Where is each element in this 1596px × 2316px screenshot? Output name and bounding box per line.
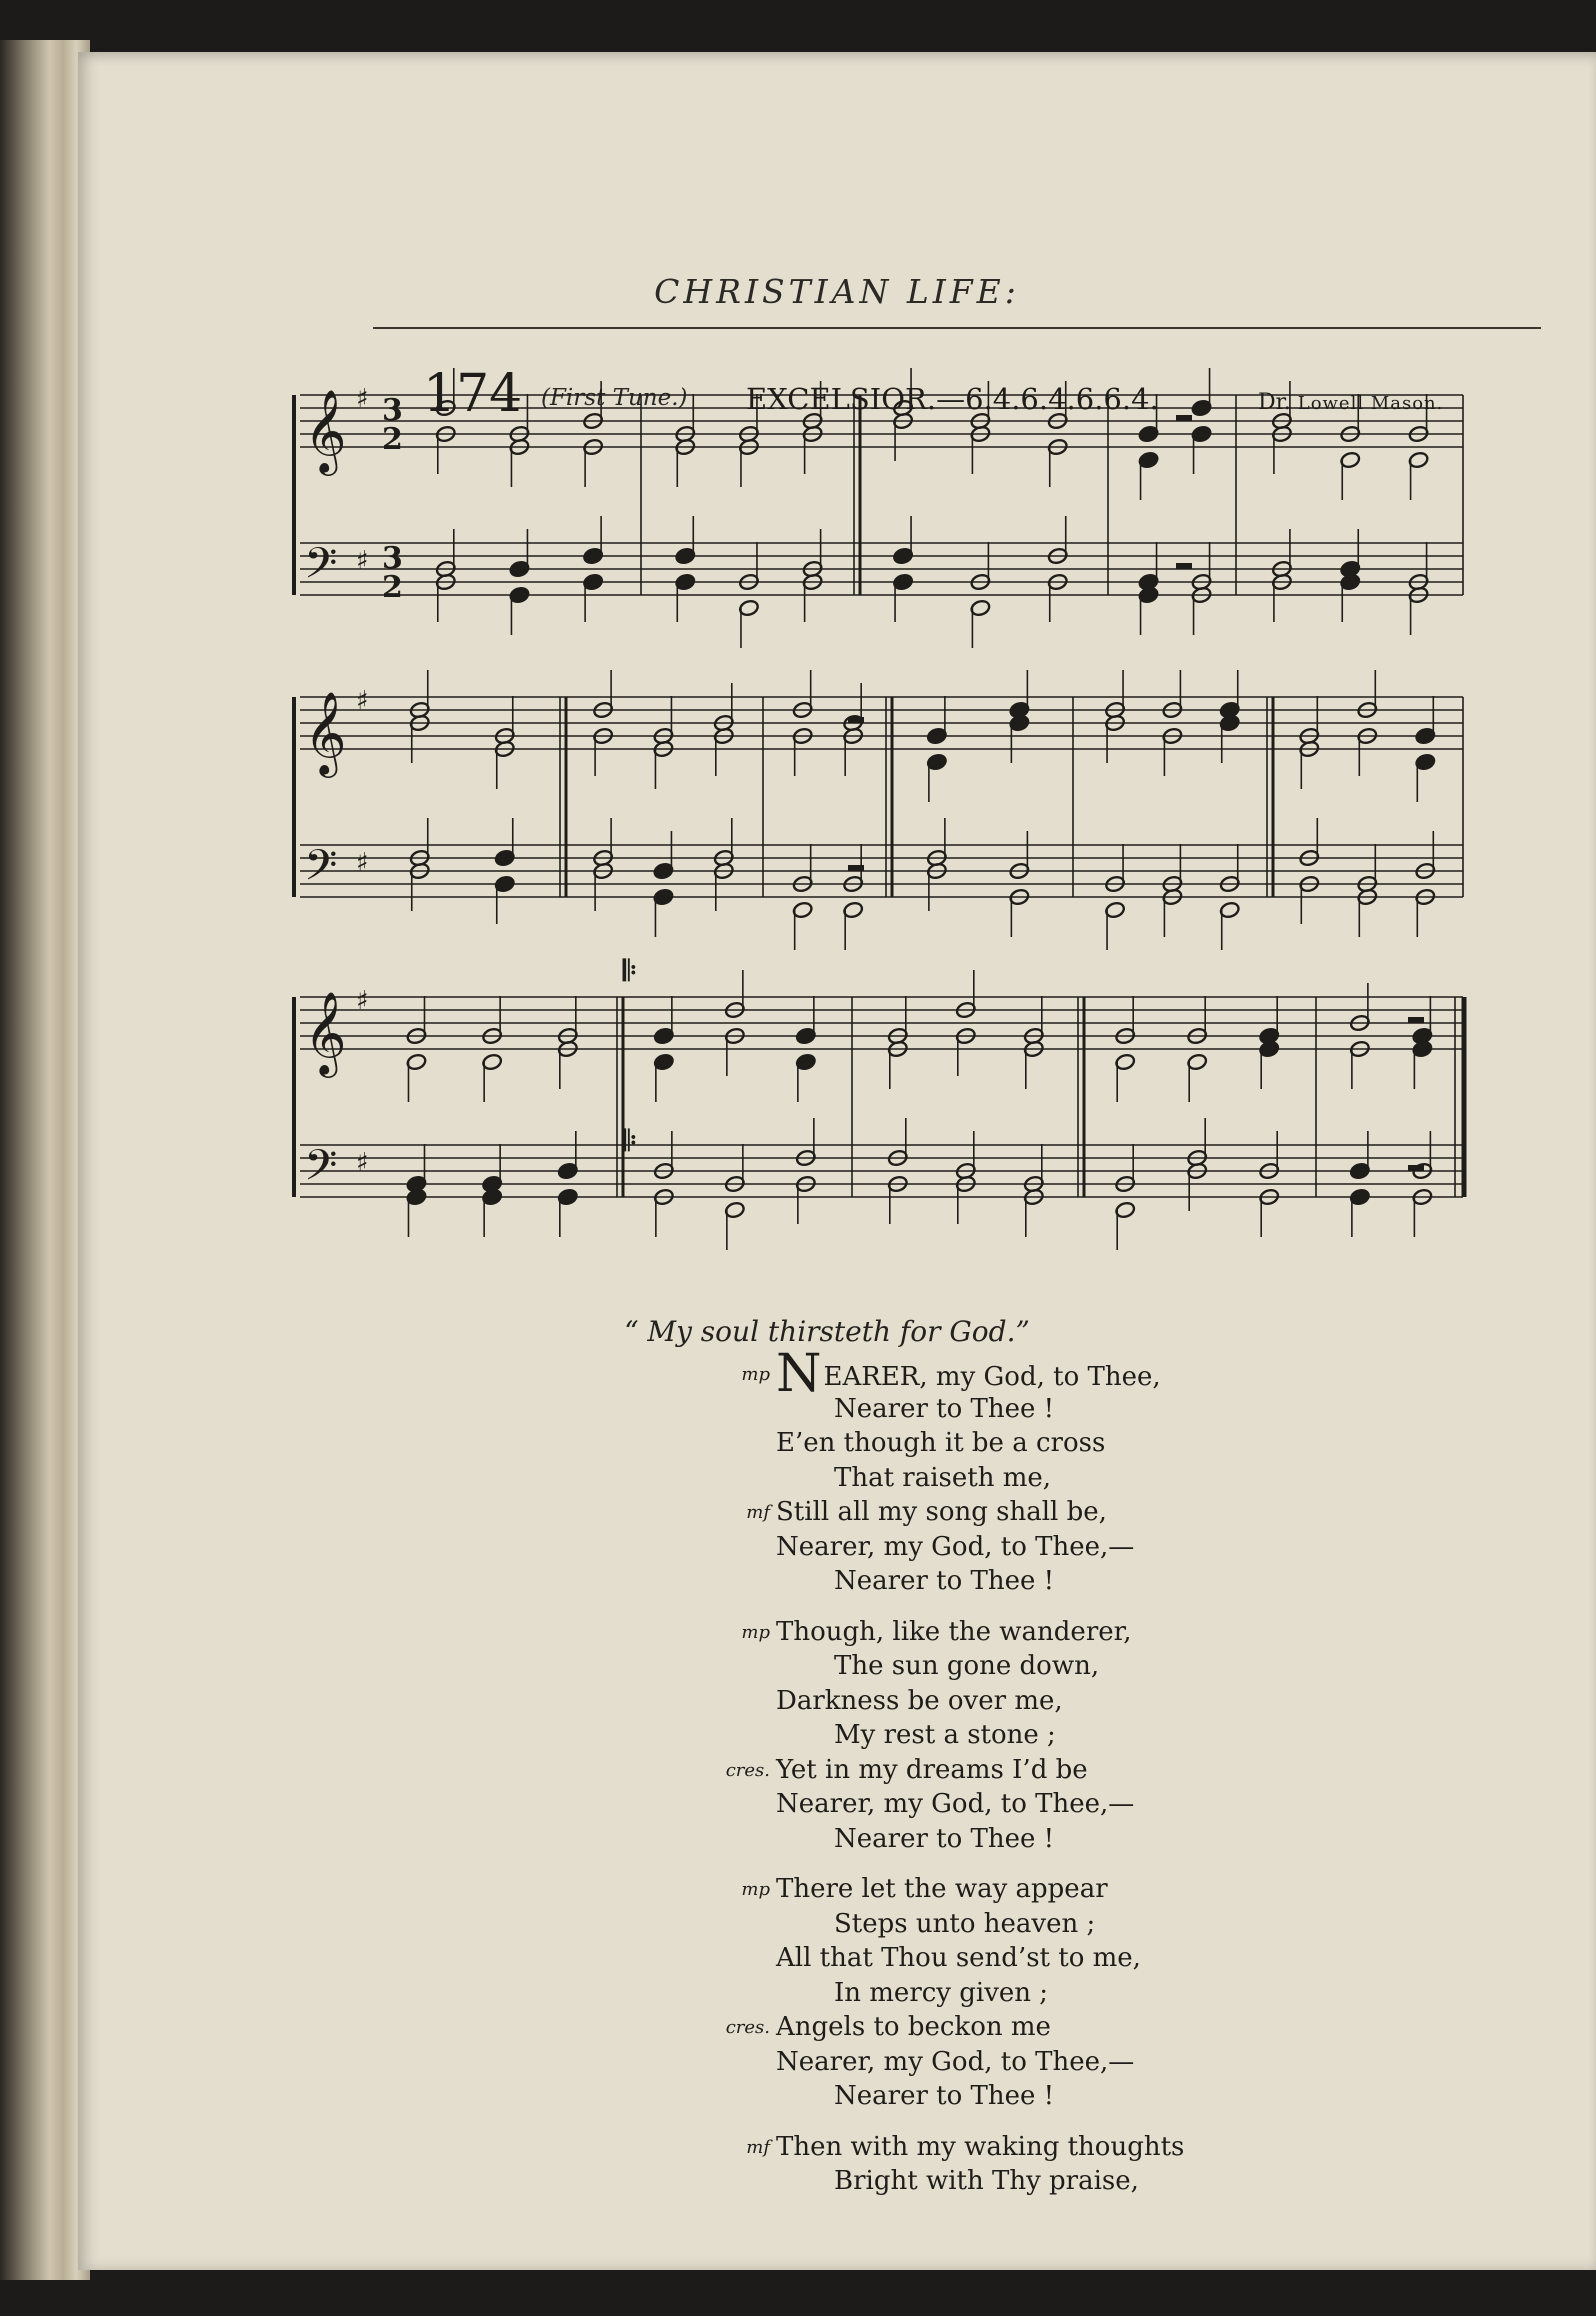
lyric-text-wrap <box>834 2079 1054 2114</box>
key-sharp: ♯ <box>356 1148 369 1178</box>
lyric-text: Angels to beckon me <box>776 2012 1051 2042</box>
half-rest <box>1408 1017 1424 1023</box>
repeat-sign: 𝄆 <box>623 954 637 987</box>
lyric-text: The sun gone down, <box>834 1651 1100 1681</box>
key-sharp: ♯ <box>356 986 369 1016</box>
bass-clef: 𝄢 <box>304 1141 338 1201</box>
lyric-text: Nearer to Thee ! <box>834 1566 1055 1596</box>
lyric-text-wrap <box>776 2010 1051 2045</box>
lyric-text: Yet in my dreams I’d be <box>776 1754 1088 1785</box>
lyric-text-wrap <box>776 2045 1134 2080</box>
tune-note: (First Tune.) <box>541 385 688 411</box>
lyric-text: In mercy given ; <box>834 1977 1049 2008</box>
tune-name: EXCELSIOR.—6.4.6.4.6.6.4. <box>746 382 1159 416</box>
key-sharp: ♯ <box>356 686 369 716</box>
lyric-text-wrap <box>834 1822 1054 1857</box>
treble-clef: 𝄞 <box>304 990 347 1074</box>
lyric-text: All that Thou send’st to me, <box>776 1943 1141 1973</box>
drop-cap: N <box>776 1344 822 1404</box>
epigraph: “ My soul thirsteth for God.” <box>624 1315 1030 1348</box>
hymnal-page <box>78 52 1596 2270</box>
dynamic-mark: mp <box>741 1879 770 1900</box>
running-head: CHRISTIAN LIFE: <box>654 272 1020 311</box>
half-rest <box>1176 415 1192 421</box>
lyric-text: Nearer, my God, to Thee,— <box>776 1531 1135 1562</box>
dynamic-mark: mf <box>746 2136 770 2158</box>
lyric-text: Steps unto heaven ; <box>834 1908 1096 1939</box>
time-sig-top: 3 <box>382 393 403 428</box>
lyric-text: Nearer, my God, to Thee,— <box>776 2046 1135 2077</box>
key-sharp: ♯ <box>356 546 369 576</box>
lyric-text: There let the way appear <box>776 1874 1108 1904</box>
half-rest <box>1408 1165 1424 1171</box>
lyric-text-wrap <box>776 1872 1108 1907</box>
dynamic-mark: mp <box>741 1364 770 1385</box>
lyric-text-wrap <box>834 1392 1054 1427</box>
bass-clef: 𝄢 <box>304 539 338 599</box>
time-sig-bottom: 2 <box>382 570 403 605</box>
time-sig-bottom: 2 <box>382 422 403 457</box>
dynamic-mark: mf <box>746 1502 770 1523</box>
lyric-text: Though, like the wanderer, <box>776 1616 1132 1647</box>
half-rest <box>848 865 864 871</box>
lyric-text-wrap <box>834 1718 1056 1753</box>
key-sharp: ♯ <box>356 384 369 414</box>
lyric-text-wrap <box>834 1976 1048 2011</box>
treble-clef: 𝄞 <box>304 388 347 472</box>
lyric-text-wrap <box>776 1495 1107 1530</box>
lyric-text-wrap <box>776 1426 1105 1461</box>
hymn-number: 174 <box>423 364 523 424</box>
bass-clef: 𝄢 <box>304 841 338 901</box>
composer-prefix: Dr. <box>1258 390 1291 415</box>
lyric-text: That raiseth me, <box>834 1462 1052 1493</box>
repeat-sign: 𝄆 <box>623 1124 637 1157</box>
dynamic-mark: mp <box>741 1621 770 1643</box>
lyric-text: E’en though it be a cross <box>776 1428 1106 1458</box>
half-rest <box>848 717 864 723</box>
lyric-text: Nearer to Thee ! <box>834 2081 1055 2111</box>
lyric-text: Still all my song shall be, <box>776 1497 1107 1527</box>
lyric-text: EARER, my God, to Thee, <box>823 1362 1161 1392</box>
lyric-text-wrap <box>776 1787 1134 1822</box>
half-rest <box>1176 563 1192 569</box>
lyric-text-wrap <box>776 1615 1131 1650</box>
music-score <box>78 52 1596 1312</box>
lyric-text: Nearer to Thee ! <box>834 1393 1055 1424</box>
lyric-text-wrap <box>776 1684 1063 1719</box>
treble-clef: 𝄞 <box>304 690 347 774</box>
lyric-text-wrap <box>834 1649 1099 1684</box>
time-sig-top: 3 <box>382 541 403 576</box>
key-sharp: ♯ <box>356 848 369 878</box>
composer-name: Lowell Mason. <box>1297 393 1444 414</box>
lyric-text: Nearer, my God, to Thee,— <box>776 1789 1135 1819</box>
lyric-text-wrap <box>834 1461 1051 1496</box>
lyric-text-wrap <box>776 1753 1088 1788</box>
dynamic-mark: cres. <box>725 1759 770 1781</box>
lyric-text: Then with my waking thoughts <box>776 2131 1185 2162</box>
lyric-text: Nearer to Thee ! <box>834 1823 1055 1854</box>
lyric-text: Bright with Thy praise, <box>834 2166 1139 2196</box>
lyric-text-wrap <box>776 2130 1184 2165</box>
lyric-text-wrap <box>776 1344 1161 1404</box>
lyric-text-wrap <box>834 1907 1095 1942</box>
lyric-text-wrap <box>834 2164 1139 2199</box>
lyric-text-wrap <box>776 1941 1141 1976</box>
lyric-text: Darkness be over me, <box>776 1685 1063 1716</box>
dynamic-mark: cres. <box>725 2017 770 2038</box>
lyric-text-wrap <box>834 1564 1054 1599</box>
lyric-text: My rest a stone ; <box>834 1720 1056 1750</box>
book-page-edges <box>0 40 90 2280</box>
lyric-text-wrap <box>776 1530 1134 1565</box>
